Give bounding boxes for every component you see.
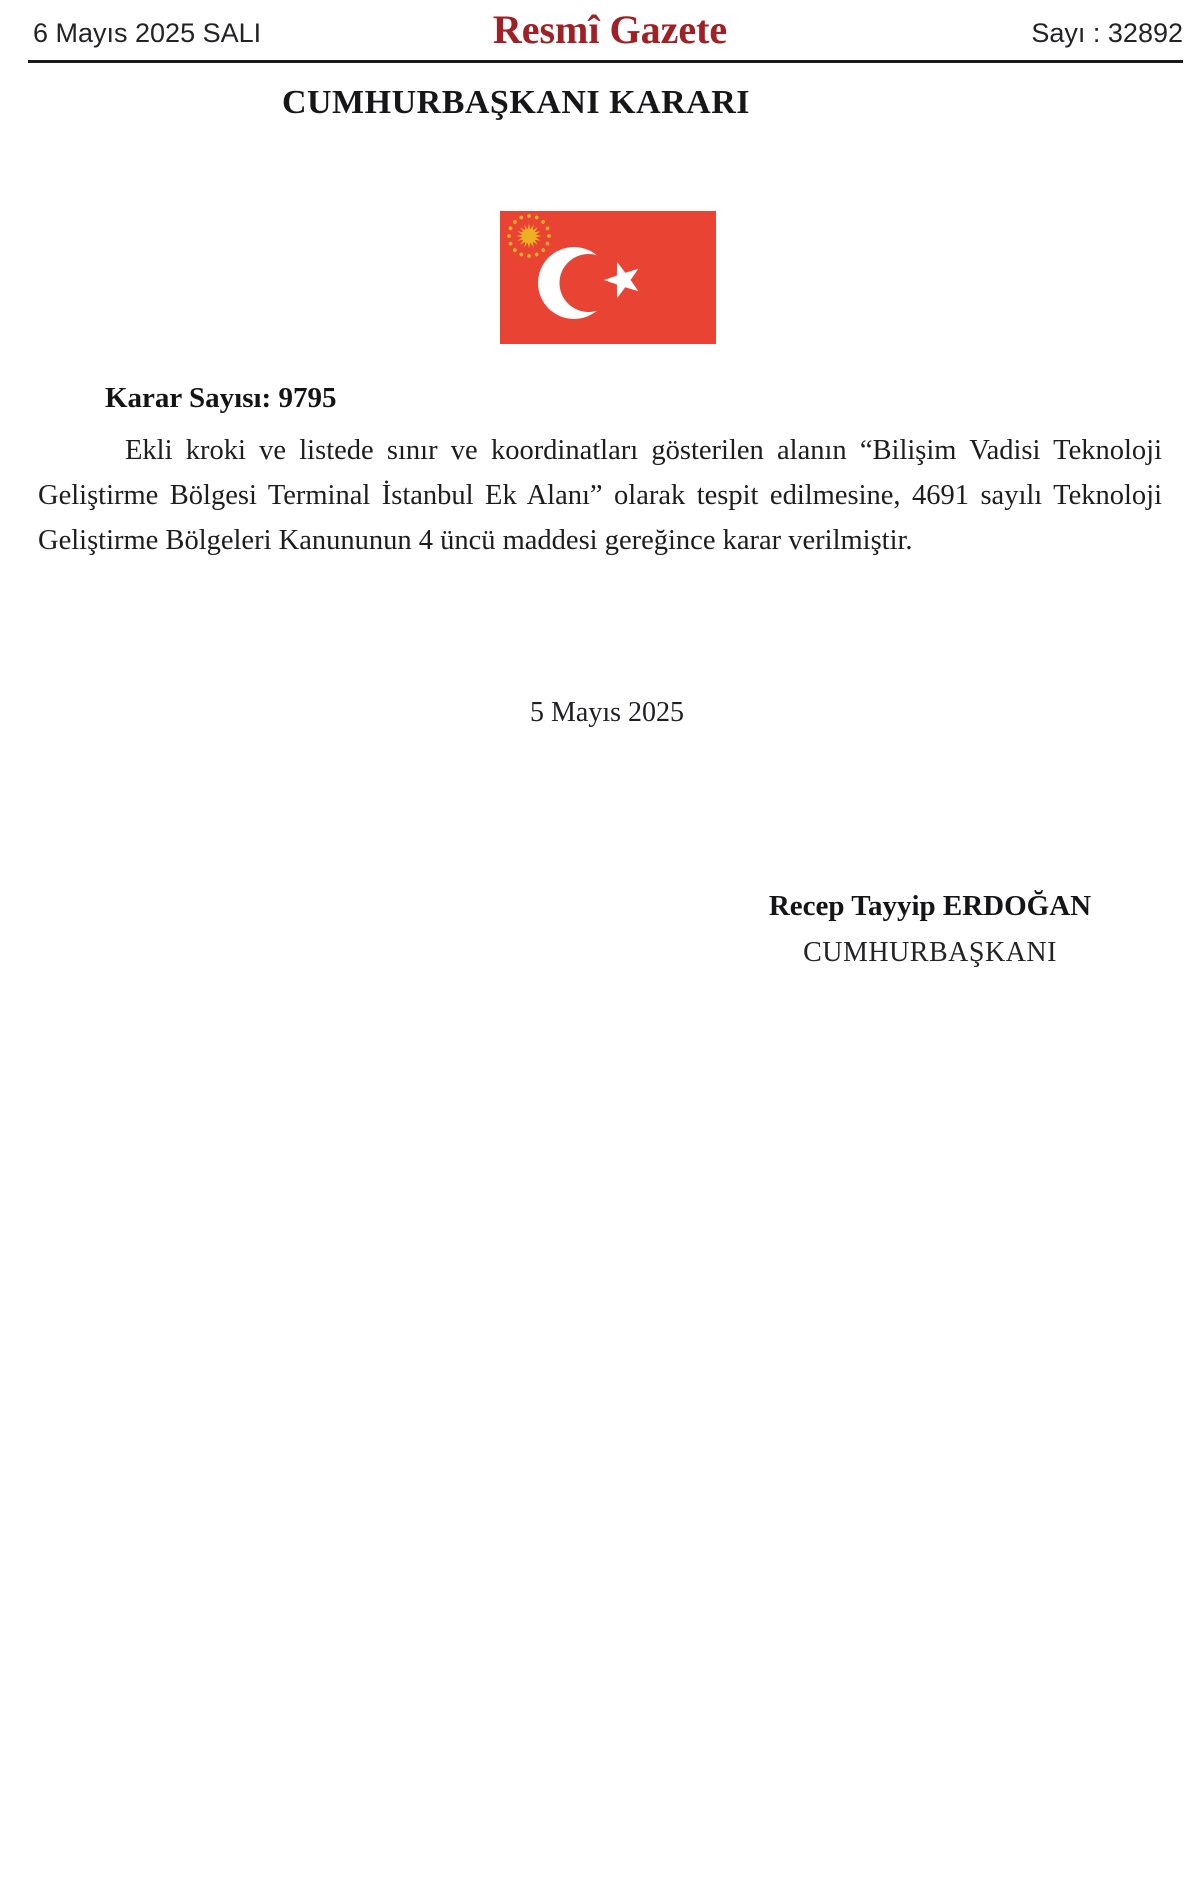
document-title: CUMHURBAŞKANI KARARI [281, 84, 751, 121]
signature-block [660, 890, 1200, 969]
decree-body-paragraph: Ekli kroki ve listede sınır ve koordinatları gösterilen alanın “Bilişim Vadisi Teknoloji Geliştirme Bölgesi Terminal İstanbul Ek Alanı” olarak tespit edilmesine, 4691 sayılı Teknoloji Geliştirme Bölgeleri Kanununun 4 üncü maddesi gereğince karar verilmiştir. [38, 435, 1162, 556]
decree-date: 5 Mayıs 2025 [530, 697, 684, 728]
gazette-date: 6 Mayıs 2025 SALI [33, 18, 262, 48]
signature-name: Recep Tayyip ERDOĞAN [768, 890, 1092, 922]
turkish-presidential-flag-image [500, 211, 716, 344]
signature-title: CUMHURBAŞKANI [803, 937, 1057, 968]
decision-number: Karar Sayısı: 9795 [105, 382, 337, 414]
gazette-masthead: Resmî Gazete [492, 7, 728, 52]
flag-svg [500, 211, 716, 344]
gazette-issue-number: Sayı : 32892 [1031, 18, 1183, 48]
header-divider-rule [28, 60, 1183, 63]
